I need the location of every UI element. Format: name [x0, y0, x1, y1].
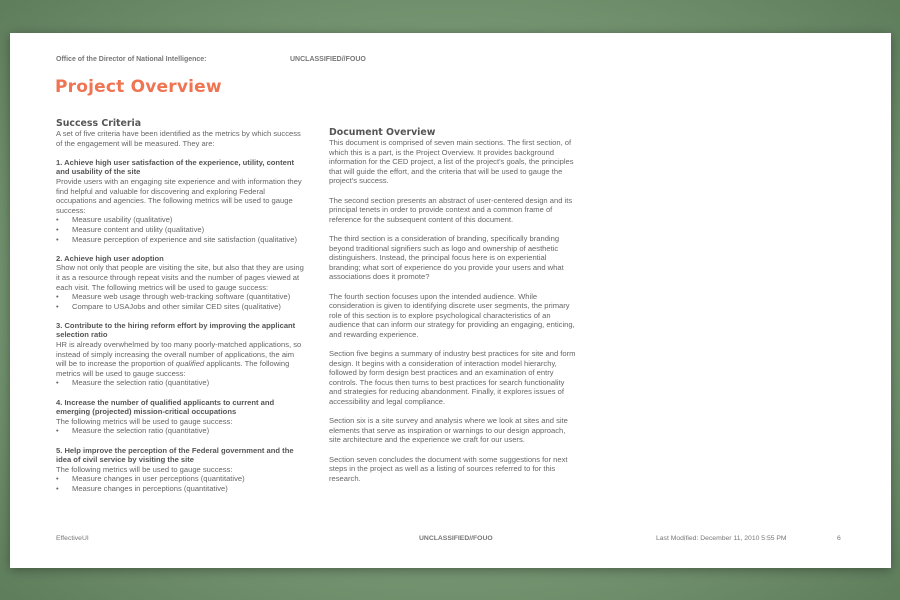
criterion-bullets [56, 292, 306, 311]
overview-paragraph: This document is comprised of seven main sections. The first section, of which this is a part, is the Project Overview. It provides background information for the CED project, a list of the project's goals, the principles that will guide the effort, and the criteria that will be used to gauge the project's success. [329, 138, 574, 186]
criterion-bullets [56, 426, 306, 436]
document-overview-heading: Document Overview [329, 127, 436, 138]
footer-company: EffectiveUI [56, 535, 89, 542]
criterion-bullets [56, 378, 306, 388]
criterion-body: Show not only that people are visiting the site, but also that they are using it as a resource through repeat visits and the number of pages viewed at each visit. The following metrics will be used to gauge success: [56, 263, 304, 292]
document-overview-column [329, 127, 579, 483]
criterion-body [56, 340, 306, 378]
criterion-body-text: HR is already overwhelmed by too many poorly-matched applications, so instead of simply increasing the overall number of applications, the aim will be to increase the proportion of [56, 340, 302, 369]
criterion-heading: 2. Achieve high user adoption [56, 253, 164, 263]
criterion-body-text: applicants. The following metrics will be used to gauge success: [56, 359, 290, 378]
criterion-body: Provide users with an engaging site experience and with information they find helpful and valuable for discovering and exploring Federal occupations and agencies. The following metrics will be used to gauge success: [56, 176, 302, 215]
criterion-heading: 3. Contribute to the hiring reform effort by improving the applicant selection ratio [56, 320, 296, 340]
criterion-heading: 5. Help improve the perception of the Federal government and the idea of civil service by visiting the site [56, 445, 294, 465]
overview-paragraph: The third section is a consideration of branding, specifically branding beyond traditional signifiers such as logo and ownership of aesthetic distinguishers. Instead, the principal focus here is on experiential branding; what sort of experience do you provide your users and what associations does it promote? [329, 233, 564, 282]
footer-classification: UNCLASSIFIED//FOUO [419, 535, 493, 542]
footer-last-modified: Last Modified: December 11, 2010 5:55 PM [656, 535, 787, 542]
page-number: 6 [837, 535, 841, 542]
criterion-heading: 1. Achieve high user satisfaction of the experience, utility, content and usability of the site [56, 157, 294, 177]
document-page [10, 33, 891, 568]
criterion-heading: 4. Increase the number of qualified applicants to current and emerging (projected) mission-critical occupations [56, 397, 275, 417]
bullet-item: • Measure perception of experience and site satisfaction (qualitative) [56, 235, 306, 245]
bullet-item: • Compare to USAJobs and other similar CED sites (qualitative) [56, 302, 306, 312]
bullet-item: • Measure web usage through web-tracking software (quantitative) [56, 292, 306, 302]
success-criteria-heading: Success Criteria [56, 118, 142, 129]
overview-paragraph: Section five begins a summary of industry best practices for site and form design. It begins with a consideration of interaction model hierarchy, followed by form design best practices and an examination of entry controls. The focus then turns to best practices for search functionality and strategies for reducing abandonment. Finally, it explores issues of accessibility and legal compliance. [329, 349, 576, 407]
bullet-item: • Measure usability (qualitative) [56, 215, 306, 225]
criterion-bullets [56, 215, 306, 244]
success-criteria-intro: A set of five criteria have been identified as the metrics by which success of the engagement will be measured. They are: [56, 129, 301, 148]
criterion-bullets [56, 474, 306, 493]
overview-paragraph: The second section presents an abstract of user-centered design and its principal tenets in order to provide context and a common frame of reference for the subsequent content of this document. [329, 195, 573, 224]
success-criteria-column [56, 118, 306, 494]
overview-paragraph: The fourth section focuses upon the intended audience. While consideration is given to identifying discrete user segments, the primary role of this section is to explore psychological characteristics of an audience that can inform our strategy for providing an engaging, enticing, and rewarding experience. [329, 291, 575, 339]
header-office: Office of the Director of National Intelligence: [56, 56, 207, 63]
bullet-item: • Measure changes in perceptions (quantitative) [56, 484, 306, 494]
bullet-item: • Measure the selection ratio (quantitative) [56, 378, 306, 388]
header-classification: UNCLASSIFIED//FOUO [290, 56, 366, 63]
overview-paragraph: Section six is a site survey and analysis where we look at sites and site elements that serve as inspiration or warnings to our design approach, site architecture and the experience we craft for our users. [329, 416, 568, 445]
overview-paragraph: Section seven concludes the document with some suggestions for next steps in the project as well as a listing of sources referred to for this research. [329, 454, 568, 483]
page-title: Project Overview [55, 77, 222, 97]
criterion-body: The following metrics will be used to gauge success: [56, 464, 233, 474]
criterion-body-emphasis: qualified [175, 359, 205, 369]
bullet-item: • Measure content and utility (qualitative) [56, 225, 306, 235]
bullet-item: • Measure the selection ratio (quantitative) [56, 426, 306, 436]
criterion-body: The following metrics will be used to gauge success: [56, 416, 233, 426]
bullet-item: • Measure changes in user perceptions (quantitative) [56, 474, 306, 484]
